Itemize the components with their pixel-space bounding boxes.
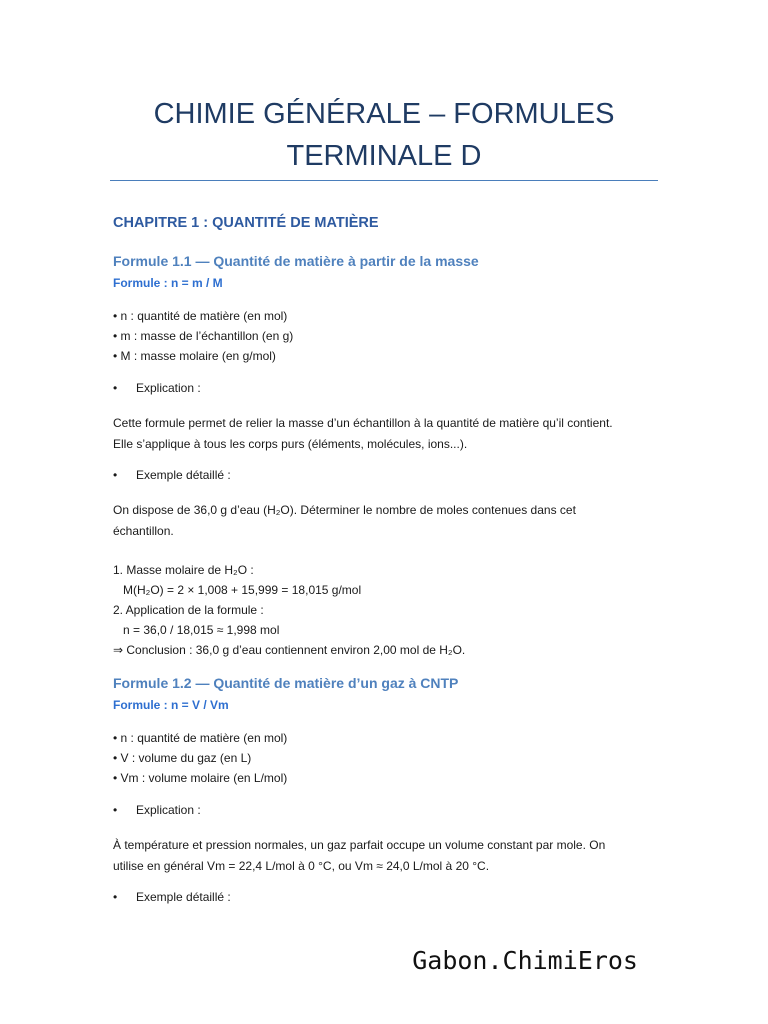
bullet: • [113, 890, 118, 904]
step-1: 1. Masse molaire de H₂O : [113, 563, 254, 577]
paragraph-line: On dispose de 36,0 g d’eau (H₂O). Déterminer le nombre de moles contenues dans cet [113, 503, 576, 517]
document-title [110, 93, 658, 177]
paragraph-line: Elle s’applique à tous les corps purs (éléments, molécules, ions...). [113, 436, 468, 451]
bullet: • [113, 381, 118, 395]
formula-2-def-V: • V : volume du gaz (en L) [113, 751, 252, 765]
paragraph-line: À température et pression normales, un gaz parfait occupe un volume constant par mole. On [113, 838, 606, 852]
title-line-2: TERMINALE D [286, 140, 482, 172]
formula-2-explication-text [113, 835, 643, 876]
formula-2-def-n: • n : quantité de matière (en mol) [113, 731, 288, 745]
title-line-1: CHIMIE GÉNÉRALE – FORMULES [153, 98, 615, 130]
formula-2-equation: Formule : n = V / Vm [113, 698, 229, 712]
formula-1-exemple-text [113, 500, 643, 541]
title-divider [110, 180, 658, 181]
exemple-label: Exemple détaillé : [136, 468, 231, 482]
explication-label: Explication : [136, 803, 201, 817]
chapter-heading: CHAPITRE 1 : QUANTITÉ DE MATIÈRE [113, 215, 379, 231]
formula-1-explication-text [113, 413, 643, 454]
formula-2-heading: Formule 1.2 — Quantité de matière d’un gaz à CNTP [113, 675, 459, 691]
formula-1-def-n: • n : quantité de matière (en mol) [113, 309, 288, 323]
step-1-detail: M(H₂O) = 2 × 1,008 + 15,999 = 18,015 g/mol [113, 583, 362, 597]
explication-label: Explication : [136, 381, 201, 395]
formula-2-def-Vm: • Vm : volume molaire (en L/mol) [113, 771, 288, 785]
watermark-text: Gabon.ChimiEros [412, 946, 638, 975]
step-2-detail: n = 36,0 / 18,015 ≈ 1,998 mol [113, 623, 280, 637]
paragraph-line: échantillon. [113, 523, 174, 538]
formula-1-equation: Formule : n = m / M [113, 276, 223, 290]
formula-1-def-M: • M : masse molaire (en g/mol) [113, 349, 276, 363]
formula-1-def-m: • m : masse de l’échantillon (en g) [113, 329, 294, 343]
bullet: • [113, 803, 118, 817]
step-2: 2. Application de la formule : [113, 603, 264, 617]
paragraph-line: Cette formule permet de relier la masse d’un échantillon à la quantité de matière qu’il contient. [113, 416, 613, 430]
exemple-label: Exemple détaillé : [136, 890, 231, 904]
conclusion: ⇒ Conclusion : 36,0 g d’eau contiennent environ 2,00 mol de H₂O. [113, 643, 466, 657]
formula-1-heading: Formule 1.1 — Quantité de matière à partir de la masse [113, 253, 479, 269]
paragraph-line: utilise en général Vm = 22,4 L/mol à 0 °C, ou Vm ≈ 24,0 L/mol à 20 °C. [113, 858, 490, 873]
bullet: • [113, 468, 118, 482]
